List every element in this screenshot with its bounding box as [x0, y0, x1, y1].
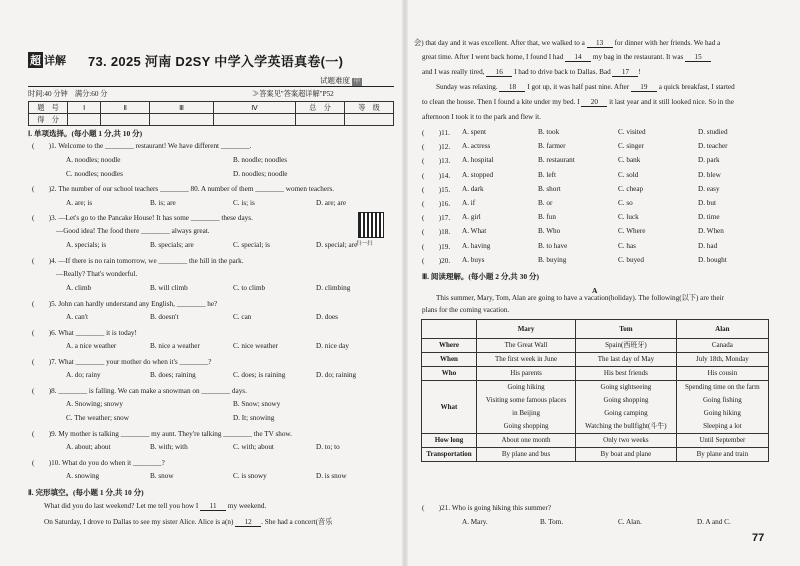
cell-line: Going sightseeing: [600, 383, 652, 391]
option: B. Snow; snowy: [233, 400, 281, 408]
question-3: ( )3. —Let's go to the Pancake House! It has some ________ these days.: [32, 214, 253, 222]
option: A. do; rainy: [66, 371, 101, 379]
qr-label: 扫一扫: [356, 241, 373, 247]
option: A. about; about: [66, 443, 111, 451]
cloze-option: B. left: [538, 170, 556, 179]
option: D. noodles; noodle: [233, 170, 288, 178]
table-body: [422, 339, 769, 462]
cloze-option: D. but: [698, 199, 716, 207]
option: C. The weather; snow: [66, 414, 129, 422]
cell-line: Spending time on the farm: [685, 383, 760, 391]
blank-16: 16: [486, 68, 512, 77]
score-cell: Ⅳ: [214, 102, 296, 114]
score-cell: Ⅰ: [68, 102, 101, 114]
table-row: [422, 381, 769, 434]
cloze-option: D. park: [698, 156, 720, 165]
question-4-line2: —Really? That's wonderful.: [56, 270, 138, 278]
table-cell: [576, 339, 677, 353]
cloze-option: A. stopped: [462, 170, 494, 179]
logo-mark: 超: [28, 52, 43, 68]
cloze-text: it last year and it still looked nice. So in the: [607, 98, 734, 106]
cloze-option: A. dark: [462, 184, 484, 193]
cloze-text: great time. After I went back home, I found I had: [422, 53, 566, 61]
option: C. with; about: [233, 443, 274, 451]
cloze-option: D. When: [698, 227, 724, 236]
option: A. climb: [66, 284, 92, 292]
cloze-option: A. hospital: [462, 156, 494, 165]
blank-20: 20: [581, 98, 607, 107]
cloze-option: D. studied: [698, 128, 728, 136]
exam-time: 时间:40 分钟 满分:60 分: [28, 90, 108, 98]
cloze-line: [422, 68, 641, 77]
cell-line: His parents: [510, 369, 542, 377]
table-cell: [576, 353, 677, 367]
table-row: [422, 353, 769, 367]
question-3-line2: —Good idea! The food there ________ always great.: [56, 227, 210, 235]
vacation-plan-table: [421, 319, 769, 462]
logo-text: 详解: [44, 55, 66, 67]
score-input-cell: [150, 114, 214, 126]
cloze-option: A. spent: [462, 128, 486, 136]
question-21: ( )21. Who is going hiking this summer?: [422, 504, 552, 512]
option: C. to climb: [233, 284, 266, 292]
cell-line: The first week in June: [494, 355, 558, 363]
cell-line: Canada: [711, 341, 733, 349]
score-cell: 得 分: [29, 114, 68, 126]
title-divider: [28, 86, 394, 87]
cloze-line: [414, 38, 720, 48]
score-cell: 题 号: [29, 102, 68, 114]
score-header-row: [29, 102, 394, 114]
exam-title: 73. 2025 河南 D2SY 中学入学英语真卷(一): [88, 54, 344, 69]
cloze-option: C. singer: [618, 142, 644, 151]
cell-line: Going camping: [604, 409, 648, 417]
cloze-option: C. Where: [618, 227, 646, 236]
cell-line: Visiting some famous places: [485, 396, 567, 404]
row-label: Who: [422, 367, 477, 381]
table-row: [422, 367, 769, 381]
option: C. special; is: [233, 241, 270, 249]
option: B. with; with: [150, 443, 188, 451]
option: A. snowing: [66, 472, 100, 480]
question-6: ( )6. What ________ it is today!: [32, 329, 137, 337]
option: C. Alan.: [618, 518, 642, 526]
score-input-cell: [68, 114, 101, 126]
cell-line: Spain(西班牙): [605, 341, 647, 349]
cloze-option: D. easy: [698, 184, 720, 193]
option: A. are; is: [66, 199, 93, 207]
cloze-option: C. cheap: [618, 184, 644, 193]
cell-line: By plane and train: [696, 450, 749, 458]
question-5: ( )5. John can hardly understand any English, ________ he?: [32, 300, 218, 308]
cell-line: Going shopping: [603, 396, 649, 404]
option: D. is snow: [316, 472, 347, 480]
passage-label: A: [592, 286, 598, 295]
cloze-option: B. restaurant: [538, 156, 575, 165]
score-value-row: [29, 114, 394, 126]
difficulty-indicator: [320, 75, 362, 86]
score-cell: 总 分: [296, 102, 345, 114]
section3-title: Ⅲ. 阅读理解。(每小题 2 分,共 30 分): [422, 272, 540, 281]
cloze-question-number: ( )18.: [422, 228, 451, 237]
cloze-option: B. took: [538, 128, 560, 136]
option: C. noodles; noodles: [66, 170, 123, 178]
table-cell: [576, 381, 677, 434]
option: C. can: [233, 313, 252, 321]
question-10: ( )10. What do you do when it ________?: [32, 459, 165, 467]
blank-17: 17: [612, 68, 638, 77]
blank-18: 18: [499, 83, 525, 92]
cloze-option: B. farmer: [538, 142, 566, 151]
answer-reference: [252, 89, 334, 99]
option: D. does: [316, 313, 338, 321]
cloze-option: D. had: [698, 241, 718, 250]
cloze-option: D. teacher: [698, 142, 728, 151]
option: D. It; snowing: [233, 414, 275, 422]
cloze-question-number: ( )13.: [422, 157, 451, 166]
blank-19: 19: [631, 83, 657, 92]
passage-intro: This summer, Mary, Tom, Alan are going to have a vacation(holiday). The following(以下) are their: [436, 294, 724, 302]
table-header: [422, 320, 477, 339]
option: D. to; to: [316, 443, 340, 451]
cloze-text: On Saturday, I drove to Dallas to see my sister Alice. Alice is a(n): [44, 518, 236, 526]
section2-title: Ⅱ. 完形填空。(每小题 1 分,共 10 分): [28, 488, 144, 497]
cloze-line: [44, 502, 266, 511]
cell-line: Going shopping: [503, 422, 549, 430]
cloze-text: my bag in the restaurant. It was: [591, 53, 686, 61]
option: A. Mary.: [462, 518, 488, 526]
table-header: Alan: [676, 320, 768, 339]
option: B. snow: [150, 472, 174, 480]
score-input-cell: [101, 114, 150, 126]
cell-line: Until September: [699, 436, 746, 444]
cloze-text: I had to drive back to Dallas. Bad: [512, 68, 613, 76]
cloze-question-number: ( )14.: [422, 171, 451, 180]
table-cell: [477, 381, 576, 434]
row-label: When: [422, 353, 477, 367]
option: B. noodle; noodles: [233, 156, 288, 164]
question-1: ( )1. Welcome to the ________ restaurant! We have different ________.: [32, 142, 252, 150]
option: B. Tom.: [540, 518, 564, 526]
cell-line: His cousin: [707, 369, 738, 377]
cloze-option: C. buyed: [618, 255, 644, 264]
cloze-option: A. What: [462, 227, 487, 236]
option: B. does; raining: [150, 371, 196, 379]
score-cell: 等 级: [345, 102, 394, 114]
cloze-option: C. so: [618, 199, 633, 207]
cloze-option: C. sold: [618, 170, 639, 179]
table-header-row: [422, 320, 769, 339]
table-header: Mary: [477, 320, 576, 339]
table-row: [422, 434, 769, 448]
cell-line: Going fishing: [703, 396, 742, 404]
cloze-option: A. girl: [462, 213, 481, 222]
cloze-line: [44, 517, 332, 527]
option: A. specials; is: [66, 241, 107, 249]
cloze-option: C. has: [618, 241, 636, 250]
double-arrow-icon: ≫: [252, 90, 260, 98]
cloze-option: C. luck: [618, 213, 639, 222]
blank-12: 12: [235, 518, 261, 527]
cloze-question-number: ( )11.: [422, 129, 450, 137]
cloze-option: D. time: [698, 213, 720, 222]
cloze-option: C. visited: [618, 128, 646, 136]
cloze-option: B. or: [538, 199, 553, 207]
cloze-text: my weekend.: [226, 502, 267, 510]
cloze-option: C. bank: [618, 156, 641, 165]
cloze-line: [422, 98, 734, 107]
table-cell: [576, 448, 677, 462]
cloze-option: B. to have: [538, 241, 568, 250]
row-label: Where: [422, 339, 477, 353]
option: D. climbing: [316, 284, 351, 292]
table-header: Tom: [576, 320, 677, 339]
question-8: ( )8. ________ is falling. We can make a snowman on ________ days.: [32, 387, 247, 395]
cloze-text: !: [638, 68, 641, 76]
cloze-option: A. if: [462, 199, 476, 207]
cloze-question-number: ( )17.: [422, 214, 451, 223]
brand-logo: [28, 52, 66, 68]
score-input-cell: [345, 114, 394, 126]
cloze-question-number: ( )20.: [422, 256, 451, 265]
cloze-line: [436, 83, 735, 92]
table-cell: [477, 448, 576, 462]
cell-line: About one month: [501, 436, 551, 444]
table-cell: [576, 367, 677, 381]
cloze-text: . She had a concert(音乐: [261, 518, 333, 526]
option: D. special; are: [316, 241, 358, 249]
table-row: [422, 339, 769, 353]
table-cell: [576, 434, 677, 448]
cell-line: His best friends: [603, 369, 648, 377]
option: C. nice weather: [233, 342, 278, 350]
table-cell: [477, 339, 576, 353]
row-label: What: [422, 381, 477, 434]
cloze-text: and I was really tired,: [422, 68, 487, 76]
score-cell: Ⅱ: [101, 102, 150, 114]
score-table: [28, 101, 394, 126]
option: D. do; raining: [316, 371, 357, 379]
blank-14: 14: [565, 53, 591, 62]
option: A. can't: [66, 313, 89, 321]
option: C. is snowy: [233, 472, 267, 480]
passage-intro: plans for the coming vacation.: [422, 306, 510, 314]
option: B. nice a weather: [150, 342, 200, 350]
cloze-option: D. blew: [698, 170, 721, 179]
cell-line: By plane and bus: [501, 450, 551, 458]
option: B. doesn't: [150, 313, 179, 321]
cell-line: The last day of May: [597, 355, 655, 363]
question-7: ( )7. What ________ your mother do when it's ________?: [32, 358, 212, 366]
cell-line: July 18th, Monday: [696, 355, 749, 363]
option: A. noodles; noodle: [66, 156, 121, 164]
cell-line: By boat and plane: [600, 450, 652, 458]
cloze-text: 会) that day and it was excellent. After that, we walked to a: [414, 39, 587, 47]
question-9: ( )9. My mother is talking ________ my aunt. They're talking ________ the TV show.: [32, 430, 292, 438]
cloze-question-number: ( )19.: [422, 242, 451, 251]
cloze-option: B. fun: [538, 213, 556, 222]
option: B. will climb: [150, 284, 188, 292]
table-cell: [676, 434, 768, 448]
cloze-question-number: ( )12.: [422, 143, 451, 152]
cell-line: Only two weeks: [603, 436, 649, 444]
cell-line: Watching the bullfight(斗牛): [585, 422, 667, 430]
difficulty-label: 试题难度: [320, 76, 350, 85]
table-cell: [676, 339, 768, 353]
table-cell: [477, 434, 576, 448]
score-input-cell: [296, 114, 345, 126]
blank-15: 15: [685, 53, 711, 62]
option: D. A and C.: [697, 518, 731, 526]
blank-11: 11: [200, 502, 226, 511]
cloze-option: B. Who: [538, 227, 561, 236]
cloze-option: B. buying: [538, 255, 567, 264]
score-cell: Ⅲ: [150, 102, 214, 114]
cell-line: The Great Wall: [504, 341, 548, 349]
cloze-line: afternoon I took it to the park and flew it.: [422, 113, 541, 121]
option: A. a nice weather: [66, 342, 117, 350]
table-row: [422, 448, 769, 462]
table-cell: [477, 367, 576, 381]
section1-title: Ⅰ. 单项选择。(每小题 1 分,共 10 分): [28, 129, 143, 138]
question-2: ( )2. The number of our school teachers ________ 80. A number of them ________ women teachers.: [32, 185, 335, 193]
qr-code: [358, 212, 384, 238]
difficulty-value: 中: [353, 79, 360, 85]
score-input-cell: [214, 114, 296, 126]
cloze-option: A. actress: [462, 142, 491, 151]
option: B. specials; are: [150, 241, 194, 249]
answer-ref-text: 答案见"答案超详解"P52: [259, 90, 334, 98]
cloze-option: B. short: [538, 184, 561, 193]
cell-line: in Beijing: [512, 409, 540, 417]
cloze-option: A. buys: [462, 255, 485, 264]
cloze-text: to clean the house. Then I found a kite under my bed. I: [422, 98, 582, 106]
cloze-text: for dinner with her friends. We had a: [612, 39, 721, 47]
cloze-text: I got up, it was half past nine. After: [525, 83, 631, 91]
cell-line: Sleeping a lot: [703, 422, 742, 430]
table-cell: [477, 353, 576, 367]
page-number: 77: [752, 532, 765, 544]
cloze-text: What did you do last weekend? Let me tell you how I: [44, 502, 201, 510]
question-4: ( )4. —If there is no rain tomorrow, we ________ the hill in the park.: [32, 257, 244, 265]
cloze-text: a quick breakfast, I started: [656, 83, 735, 91]
cloze-option: D. bought: [698, 255, 727, 264]
table-cell: [676, 367, 768, 381]
cloze-question-number: ( )16.: [422, 200, 451, 208]
option: C. does; is raining: [233, 371, 286, 379]
cloze-line: [422, 53, 711, 62]
option: C. is; is: [233, 199, 255, 207]
cell-line: Going hiking: [507, 383, 545, 391]
table-cell: [676, 353, 768, 367]
row-label: Transportation: [422, 448, 477, 462]
cell-line: Going hiking: [703, 409, 741, 417]
option: D. are; are: [316, 199, 347, 207]
option: A. Snowing; snowy: [66, 400, 123, 408]
table-cell: [676, 381, 768, 434]
blank-13: 13: [587, 39, 613, 48]
cloze-text: Sunday was relaxing.: [436, 83, 500, 91]
option: B. is; are: [150, 199, 176, 207]
option: D. nice day: [316, 342, 349, 350]
table-cell: [676, 448, 768, 462]
cloze-option: A. having: [462, 241, 491, 250]
cloze-question-number: ( )15.: [422, 185, 451, 194]
row-label: How long: [422, 434, 477, 448]
